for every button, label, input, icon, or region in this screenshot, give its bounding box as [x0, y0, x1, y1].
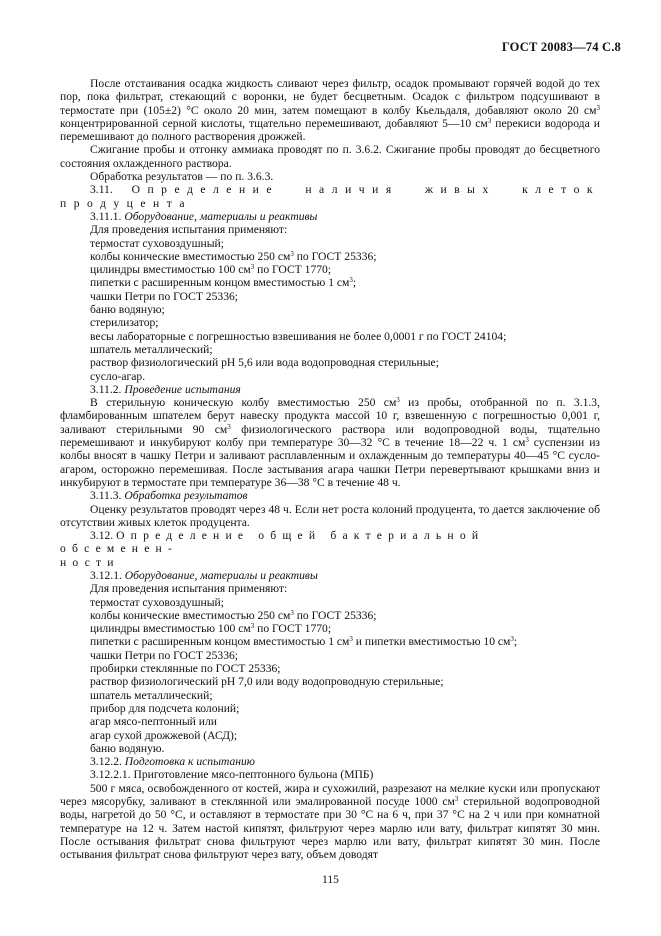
paragraph-broth-preparation: 500 г мяса, освобожденного от костей, жира и сухожилий, разрезают на мелкие куски или пропускают через мясорубку, заливают в стеклянной или эмалированной посуде 1000 $см^3$ стерильной водопроводной воды, нагретой до 50 °С, и оставляют в термостате при 30 °С на 6 ч, при 37 °С на 2 ч или при комнатной температуре на 12 ч. Затем настой кипятят, фильтруют через марлю или вату, фильтрат кипятят 30 мин. После остывания фильтрат снова фильтруют через марлю или вату, фильтрат кипятят 30 мин. После остывания фильтрат снова фильтруют через вату, объем доводят: [60, 781, 601, 862]
section-3-12-heading: 3.12. Определение общей бактериальной обсеменен- ности: [60, 529, 485, 569]
section-3-12-1-lead: Для проведения испытания применяют:: [90, 582, 288, 596]
paragraph-sediment: После отстаивания осадка жидкость сливают через фильтр, осадок промывают горячей водой до тех пор, пока фильтрат, стекающий с воронки, не будет бесцветным. Осадок с фильтром подсушивают в термостате при (105±2) °С около 20 мин, затем помещают в колбу Кьельдаля, добавляют около 20 $см^3$ концентрированной серной кислоты, тщательно перемешивают, добавляют 5—10 $см^3$ перекиси водорода и перемешивают до полного растворения дрожжей.: [60, 77, 600, 144]
list-item: колбы конические вместимостью 250 $см^3$ по ГОСТ 25336;: [90, 249, 377, 263]
paragraph-results-evaluation: Оценку результатов проводят через 48 ч. Если нет роста колоний продуцента, то дается заключение об отсутствии живых клеток продуцента.: [60, 502, 600, 529]
list-item: пробирки стеклянные по ГОСТ 25336;: [90, 662, 281, 676]
list-item: баню водяную.: [90, 741, 165, 755]
section-3-12-2-1-heading: 3.12.2.1. Приготовление мясо-пептонного бульона (МПБ): [90, 768, 374, 782]
list-item: термостат суховоздушный;: [90, 236, 224, 250]
list-item: термостат суховоздушный;: [90, 595, 224, 609]
section-3-12-2-heading: 3.12.2. Подготовка к испытанию: [90, 755, 255, 769]
list-item: цилиндры вместимостью 100 $см^3$ по ГОСТ 1770;: [90, 263, 332, 277]
section-3-12-1-heading: 3.12.1. Оборудование, материалы и реактивы: [90, 568, 318, 582]
list-item: раствор физиологический рН 5,6 или вода водопроводная стерильные;: [90, 356, 439, 370]
section-3-11-1-heading: 3.11.1. Оборудование, материалы и реактивы: [90, 209, 318, 223]
page-header: ГОСТ 20083—74 С.8: [501, 40, 621, 54]
list-item: агар сухой дрожжевой (АСД);: [90, 728, 238, 742]
list-item: шпатель металлический;: [90, 342, 213, 356]
list-item: цилиндры вместимостью 100 $см^3$ по ГОСТ 1770;: [90, 622, 332, 636]
section-3-11-3-heading: 3.11.3. Обработка результатов: [90, 489, 248, 503]
list-item: пипетки с расширенным концом вместимостью 1 $см^3$;: [90, 276, 357, 290]
section-3-11-1-lead: Для проведения испытания применяют:: [90, 223, 288, 237]
list-item: стерилизатор;: [90, 316, 159, 330]
list-item: чашки Петри по ГОСТ 25336;: [90, 289, 239, 303]
list-item: прибор для подсчета колоний;: [90, 701, 240, 715]
section-3-11-2-heading: 3.11.2. Проведение испытания: [90, 382, 241, 396]
document-body: [60, 77, 600, 862]
paragraph-test-procedure: В стерильную коническую колбу вместимостью 250 $см^3$ из пробы, отобранной по п. 3.1.3, фламбированным шпателем берут навеску продукта массой 10 г, взвешенную с погрешностью 0,001 г, заливают стерильными 90 $см^3$ физиологического раствора или водопроводной воды, тщательно перемешивают и инкубируют колбу при температуре 30—32 °С в течение 18—22 ч. 1 $см^3$ суспензии из колбы вносят в чашку Петри и заливают расплавленным и охлажденным до температуры 40—45 °С сусло-агаром, осторожно перемешивая. После застывания агара чашки Петри перевертывают крышками вниз и инкубируют в термостате при температуре 36—38 °С в течение 48 ч.: [60, 396, 600, 489]
paragraph-combustion: Сжигание пробы и отгонку аммиака проводят по п. 3.6.2. Сжигание пробы проводят до бесцветного состояния охлажденного раствора.: [60, 143, 600, 170]
list-item: раствор физиологический рН 7,0 или воду водопроводную стерильные;: [90, 675, 444, 689]
page-number: 115: [322, 873, 339, 886]
list-item: баню водяную;: [90, 303, 165, 317]
list-item: весы лабораторные с погрешностью взвешивания не более 0,0001 г по ГОСТ 24104;: [90, 329, 507, 343]
list-item: агар мясо-пептонный или: [90, 715, 217, 729]
list-item: колбы конические вместимостью 250 $см^3$ по ГОСТ 25336;: [90, 608, 377, 622]
list-item: сусло-агар.: [90, 369, 146, 383]
list-item: шпатель металлический;: [90, 688, 213, 702]
paragraph-results-ref: Обработка результатов — по п. 3.6.3.: [90, 170, 274, 184]
list-item: пипетки с расширенным концом вместимостью 1 $см^3$ и пипетки вместимостью 10 $см^3$;: [90, 635, 518, 649]
section-3-11-heading: 3.11. Определение наличия живых клеток продуцента: [60, 183, 600, 210]
list-item: чашки Петри по ГОСТ 25336;: [90, 648, 239, 662]
